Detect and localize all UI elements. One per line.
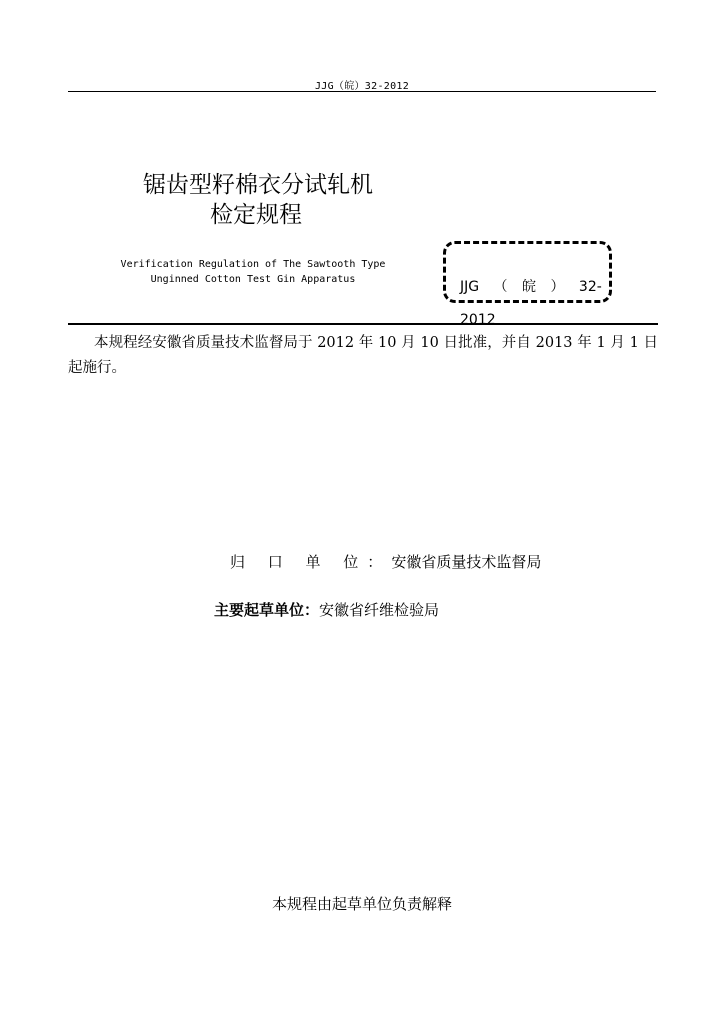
responsible-unit-row	[230, 552, 541, 572]
approval-statement: 本规程经安徽省质量技术监督局于 2012 年 10 月 10 日批准，并自 2013 年 1 月 1 日起施行。	[68, 335, 658, 376]
english-title-line-1: Verification Regulation of The Sawtooth Type	[120, 259, 386, 270]
header-divider	[68, 91, 656, 92]
document-title	[118, 170, 398, 230]
drafting-unit-label: 主要起草单位：	[214, 601, 320, 619]
drafting-unit-value: 安徽省纤维检验局	[319, 601, 440, 619]
english-title	[98, 257, 408, 287]
regulation-code-box-text: JJG （ 皖 ） 32-2012	[460, 279, 602, 328]
title-line-2: 检定规程	[210, 202, 302, 228]
title-divider	[68, 323, 658, 325]
title-line-1: 锯齿型籽棉衣分试轧机	[143, 172, 373, 198]
drafting-unit-row	[214, 600, 439, 620]
header-regulation-code: JJG（皖）32-2012	[314, 81, 410, 92]
responsible-unit-value: 安徽省质量技术监督局	[391, 553, 542, 571]
english-title-line-2: Unginned Cotton Test Gin Apparatus	[150, 274, 356, 285]
responsible-unit-label: 归 口 单 位：	[230, 553, 392, 571]
interpretation-note: 本规程由起草单位负责解释	[271, 895, 452, 913]
